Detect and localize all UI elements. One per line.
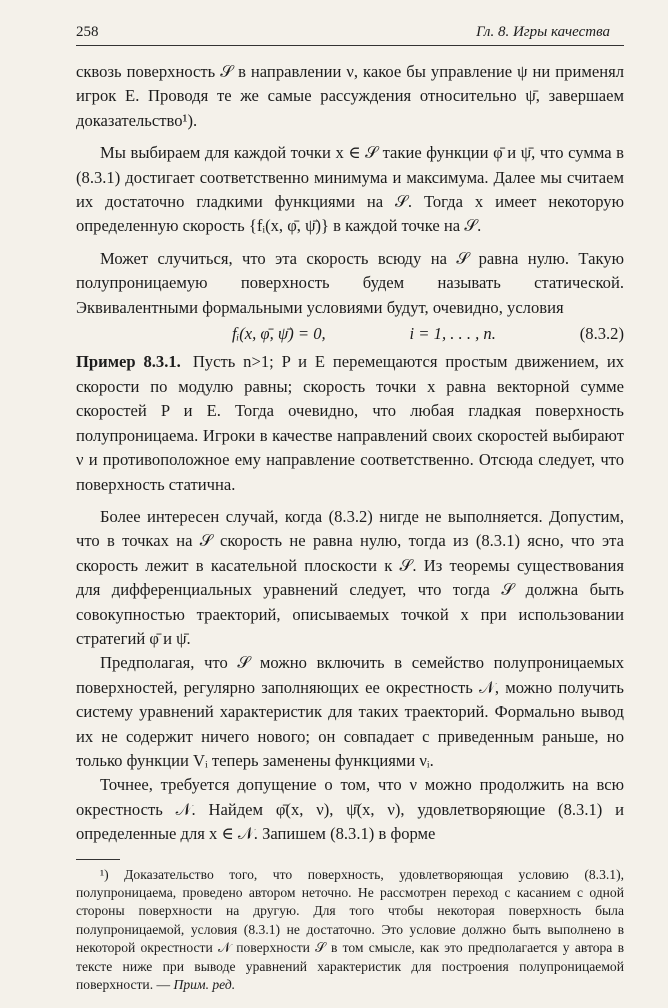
footnote-editor-note: Прим. ред. (173, 977, 236, 993)
footnote (76, 866, 624, 995)
paragraph-6: Точнее, требуется допущение о том, что ν можно продолжить на всю окрестность 𝒩. Найдем φ̄(x, ν), ψ̄(x, ν), удовлетворяющие (8.3.1) и определенные для x ∈ 𝒩. Запишем (8.3.1) в форме (76, 775, 624, 844)
example-title: Пример 8.3.1. (76, 352, 181, 372)
paragraph-2: Мы выбираем для каждой точки x ∈ 𝒮 такие функции φ̄ и ψ̄, что сумма в (8.3.1) достигает соответственно минимума и максимума. Далее мы считаем их достаточно гладкими функциями на 𝒮. Тогда x имеет некоторую определенную скорость {fᵢ(x, φ̄, ψ̄)} в каждой точке на 𝒮. (76, 143, 624, 236)
example-paragraph (76, 350, 624, 496)
main-text (76, 60, 624, 847)
paragraph-3: Может случиться, что эта скорость всюду на 𝒮 равна нулю. Такую полупроницаемую поверхность будем называть статической. Эквивалентными формальными условиями будут, очевидно, условия (76, 248, 624, 317)
page (76, 24, 624, 1008)
footnote-text: ¹) Доказательство того, что поверхность, удовлетворяющая условию (8.3.1), полупроницаема, проведено автором неточно. Не рассмотрен переход с касанием с одной стороны поверхности на другую. Для того чтобы некоторая поверхность была полупроницаемой, условия (8.3.1) не достаточно. Это условие должно быть выполнено в некоторой окрестности 𝒩 поверхности 𝒮 в том смысле, как это предполагается у автора в тексте ниже при выводе уравнений характеристик для построения полупроницаемой поверхности. — (76, 866, 624, 993)
page-header (76, 24, 624, 46)
running-title: Гл. 8. Игры качества (476, 24, 610, 40)
page-number: 258 (76, 24, 99, 40)
equation-8-3-2 (76, 322, 624, 346)
example-text: Пусть n>1; P и E перемещаются простым движением, их скорости по модулю равны; скорость точки x равна векторной сумме скоростей P и E. Тогда очевидно, что любая гладкая поверхность полупроницаема. Игроки в качестве направлений своих скоростей выбирают ν и противоположное ему направление соответственно. Отсюда следует, что поверхность статична. (76, 352, 625, 494)
footnote-divider (76, 859, 120, 860)
equation-range: i = 1, . . . , n. (409, 324, 496, 344)
equation-lhs: fᵢ(x, φ̄, ψ̄) = 0, (232, 324, 326, 344)
equation-label: (8.3.2) (579, 324, 624, 344)
paragraph-1: сквозь поверхность 𝒮 в направлении ν, какое бы управление ψ ни применял игрок E. Проводя те же самые рассуждения относительно ψ̄, завершаем доказательство¹). (76, 62, 624, 130)
paragraph-5: Предполагая, что 𝒮 можно включить в семейство полупроницаемых поверхностей, регулярно заполняющих ее окрестность 𝒩, можно получить систему уравнений характеристик для таких траекторий. Формально вывод их не содержит ничего нового; он совпадает с приведенным раньше, но только функции Vᵢ теперь заменены функциями νᵢ. (76, 653, 624, 770)
paragraph-4: Более интересен случай, когда (8.3.2) нигде не выполняется. Допустим, что в точках на 𝒮 скорость не равна нулю, тогда из (8.3.1) ясно, что эта скорость лежит в касательной плоскости к 𝒮. Из теоремы существования для дифференциальных уравнений следует, что тогда 𝒮 должна быть совокупностью траекторий, описываемых точкой x при использовании стратегий φ̄ и ψ̄. (76, 506, 624, 648)
